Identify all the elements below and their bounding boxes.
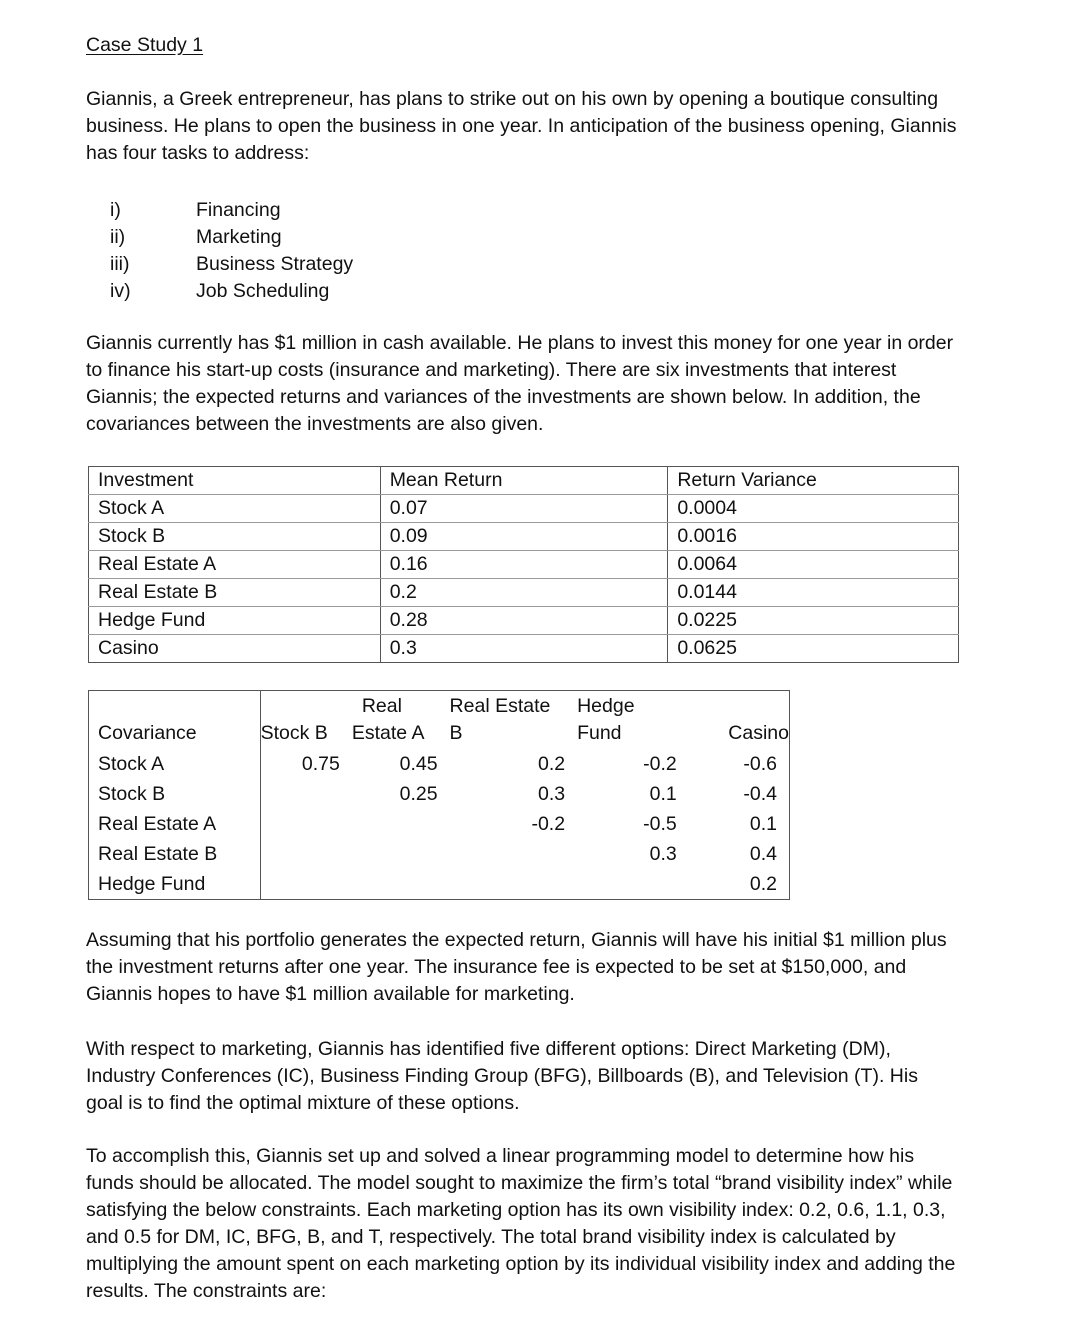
table-cell: 0.75 xyxy=(301,753,340,775)
table-cell: Real Estate B xyxy=(89,579,381,607)
table-row xyxy=(89,495,959,523)
table-row xyxy=(89,749,790,779)
table-header-cell xyxy=(450,691,578,750)
list-item xyxy=(110,197,353,224)
table-cell: 0.07 xyxy=(380,495,668,523)
table-cell: Stock A xyxy=(89,495,381,523)
table-cell: 0.45 xyxy=(399,753,438,775)
table-header-cell xyxy=(352,691,450,750)
portfolio-paragraph: Assuming that his portfolio generates the expected return, Giannis will have his initial $1 million plus the investment returns after one year. The insurance fee is expected to be set at $150,000, and Giannis hopes to have $1 million available for marketing. xyxy=(86,929,947,1005)
header-line: Real xyxy=(361,695,402,717)
table-row xyxy=(89,869,790,900)
list-item-label: Financing xyxy=(196,199,281,221)
table-row xyxy=(89,839,790,869)
table-cell: 0.1 xyxy=(689,809,790,839)
table-cell xyxy=(260,839,352,869)
table-row xyxy=(89,607,959,635)
list-item-number: ii) xyxy=(110,226,126,248)
table-cell: Hedge Fund xyxy=(89,607,381,635)
table-cell xyxy=(450,869,578,900)
task-list xyxy=(110,197,353,305)
table-cell: Hedge Fund xyxy=(89,869,261,900)
table-cell: 0.25 xyxy=(399,783,438,805)
covariance-table xyxy=(88,690,790,900)
table-cell: 0.3 xyxy=(537,783,566,805)
header-line: Stock B xyxy=(260,722,328,744)
list-item-label: Marketing xyxy=(196,226,282,248)
table-header-cell: Investment xyxy=(89,467,381,495)
list-item xyxy=(110,224,353,251)
table-cell xyxy=(352,869,450,900)
table-cell: 0.0004 xyxy=(668,495,959,523)
table-cell xyxy=(577,869,689,900)
header-line: Hedge xyxy=(577,695,635,717)
table-cell: Real Estate A xyxy=(89,809,261,839)
list-item-number: i) xyxy=(110,199,121,221)
table-cell: Casino xyxy=(89,635,381,663)
returns-table xyxy=(88,466,959,663)
table-cell: -0.6 xyxy=(689,749,790,779)
lp-model-paragraph: To accomplish this, Giannis set up and solved a linear programming model to determine how his funds should be allocated. The model sought to maximize the firm’s total “brand visibility index” while satisfying the below constraints. Each marketing option has its own visibility index: 0.2, 0.6, 1.1, 0.3, and 0.5 for DM, IC, BFG, B, and T, respectively. The total brand visibility index is calculated by multiplying the amount spent on each marketing option by its individual visibility index and adding the results. The constraints are: xyxy=(86,1145,956,1302)
table-row xyxy=(89,779,790,809)
table-cell: 0.3 xyxy=(649,843,677,865)
table-row xyxy=(89,523,959,551)
list-item-number: iv) xyxy=(110,280,131,302)
table-cell: Stock A xyxy=(89,749,261,779)
table-row xyxy=(89,551,959,579)
list-item xyxy=(110,278,353,305)
table-cell: 0.0144 xyxy=(668,579,959,607)
table-cell: Real Estate A xyxy=(89,551,381,579)
intro-paragraph: Giannis, a Greek entrepreneur, has plans to strike out on his own by opening a boutique consulting business. He plans to open the business in one year. In anticipation of the business opening, Giannis has four tasks to address: xyxy=(86,88,957,164)
table-cell: -0.2 xyxy=(643,753,677,775)
table-header-cell xyxy=(260,691,352,750)
table-cell: Stock B xyxy=(89,523,381,551)
table-cell: 0.2 xyxy=(689,869,790,900)
table-cell: 0.09 xyxy=(380,523,668,551)
table-row xyxy=(89,635,959,663)
table-header-row xyxy=(89,691,790,750)
table-header-cell xyxy=(689,691,790,750)
table-cell: 0.0225 xyxy=(668,607,959,635)
table-cell: 0.28 xyxy=(380,607,668,635)
table-header-cell: Mean Return xyxy=(380,467,668,495)
table-cell xyxy=(352,839,450,869)
table-cell: 0.0625 xyxy=(668,635,959,663)
table-cell: -0.5 xyxy=(643,813,677,835)
table-cell xyxy=(260,779,352,809)
table-cell: 0.2 xyxy=(380,579,668,607)
table-header-cell: Return Variance xyxy=(668,467,959,495)
list-item xyxy=(110,251,353,278)
table-cell: Stock B xyxy=(89,779,261,809)
financing-paragraph: Giannis currently has $1 million in cash available. He plans to invest this money for one year in order to finance his start-up costs (insurance and marketing). There are six investments that interest Giannis; the expected returns and variances of the investments are shown below. In addition, the covariances between the investments are also given. xyxy=(86,332,954,435)
header-line: Real Estate xyxy=(449,695,551,717)
table-cell: 0.2 xyxy=(537,753,566,775)
header-line: Estate A xyxy=(351,722,425,744)
table-cell: 0.0016 xyxy=(668,523,959,551)
table-cell xyxy=(352,809,450,839)
table-cell xyxy=(260,869,352,900)
list-item-label: Job Scheduling xyxy=(196,280,330,302)
table-cell: Real Estate B xyxy=(89,839,261,869)
table-cell xyxy=(260,809,352,839)
table-cell: 0.1 xyxy=(649,783,677,805)
list-item-number: iii) xyxy=(110,253,130,275)
table-header-row xyxy=(89,467,959,495)
table-row xyxy=(89,579,959,607)
table-cell: 0.16 xyxy=(380,551,668,579)
table-header-cell: Covariance xyxy=(89,691,261,750)
table-cell: 0.0064 xyxy=(668,551,959,579)
header-line: Casino xyxy=(728,722,789,744)
case-study-title: Case Study 1 xyxy=(86,34,204,56)
table-cell: 0.4 xyxy=(689,839,790,869)
table-cell xyxy=(450,839,578,869)
table-cell: 0.3 xyxy=(380,635,668,663)
table-row xyxy=(89,809,790,839)
header-line: B xyxy=(449,722,463,744)
table-cell: -0.4 xyxy=(689,779,790,809)
table-header-cell xyxy=(577,691,689,750)
table-cell: -0.2 xyxy=(531,813,566,835)
marketing-paragraph: With respect to marketing, Giannis has identified five different options: Direct Marketing (DM), Industry Conferences (IC), Business Finding Group (BFG), Billboards (B), and Television (T). His goal is to find the optimal mixture of these options. xyxy=(86,1038,918,1114)
list-item-label: Business Strategy xyxy=(196,253,354,275)
header-line: Fund xyxy=(577,722,622,744)
